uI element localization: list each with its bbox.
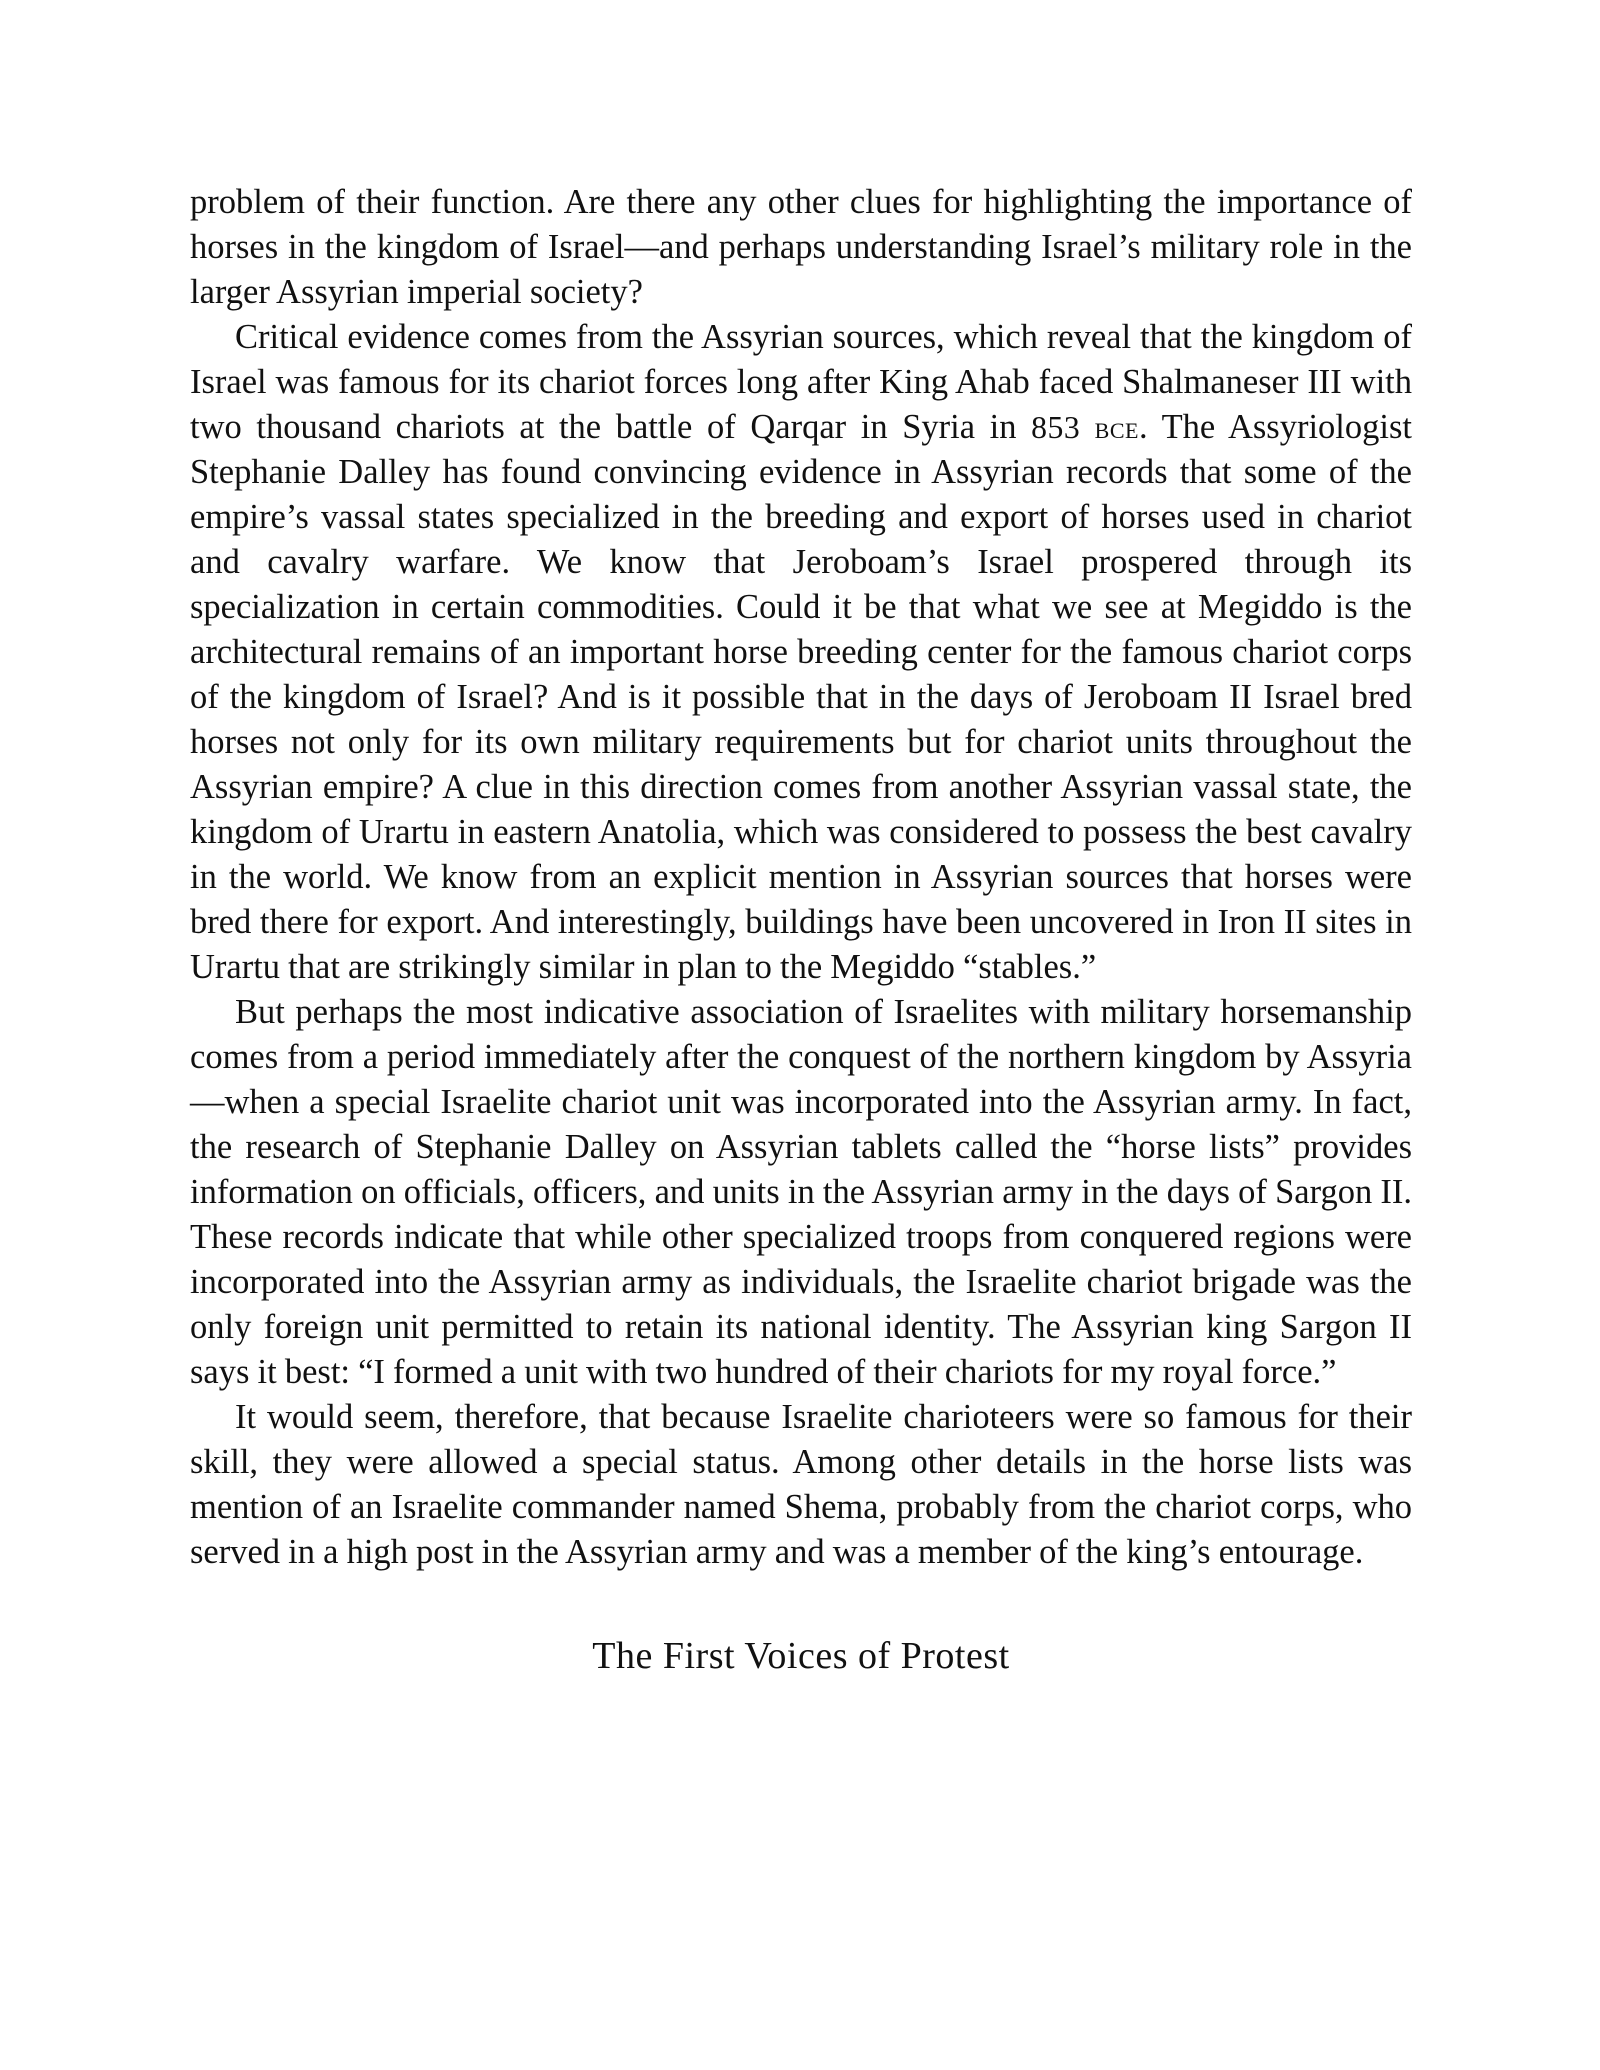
paragraph-2-text-start: Critical evidence comes from the Assyrian sources, which reveal that the kingdom of Israel was famous for its chariot forces long after King Ahab faced Shalmaneser III with two thousand chariots at the battle of Qarqar in Syria in (190, 318, 1412, 446)
body-text (190, 180, 1412, 1575)
date-small-caps: 853 bce (1031, 410, 1139, 445)
paragraph-4-text: It would seem, therefore, that because Israelite charioteers were so famous for their skill, they were allowed a special status. Among other details in the horse lists was mention of an Israelite commander named Shema, probably from the chariot corps, who served in a high post in the Assyrian army and was a member of the king’s entourage. (190, 1398, 1412, 1571)
paragraph-4 (190, 1395, 1412, 1575)
section-heading: The First Voices of Protest (592, 1635, 1010, 1677)
paragraph-2-text-end: . The Assyriologist Stephanie Dalley has found convincing evidence in Assyrian records that some of the empire’s vassal states specialized in the breeding and export of horses used in chariot and cavalry warfare. We know that Jeroboam’s Israel prospered through its specialization in certain commodities. Could it be that what we see at Megiddo is the architectural remains of an important horse breeding center for the famous chariot corps of the kingdom of Israel? And is it possible that in the days of Jeroboam II Israel bred horses not only for its own military requirements but for chariot units throughout the Assyrian empire? A clue in this direction comes from another Assyrian vassal state, the kingdom of Urartu in eastern Anatolia, which was considered to possess the best cavalry in the world. We know from an explicit mention in Assyrian sources that horses were bred there for export. And interestingly, buildings have been uncovered in Iron II sites in Urartu that are strikingly similar in plan to the Megiddo “stables.” (190, 408, 1412, 986)
paragraph-1 (190, 180, 1412, 315)
paragraph-2 (190, 315, 1412, 990)
book-page (190, 180, 1412, 2040)
paragraph-3 (190, 990, 1412, 1395)
paragraph-3-text: But perhaps the most indicative association of Israelites with military horsemanship comes from a period immediately after the conquest of the northern kingdom by Assyria—when a special Israelite chariot unit was incorporated into the Assyrian army. In fact, the research of Stephanie Dalley on Assyrian tablets called the “horse lists” provides information on officials, officers, and units in the Assyrian army in the days of Sargon II. These records indicate that while other specialized troops from conquered regions were incorporated into the Assyrian army as individuals, the Israelite chariot brigade was the only foreign unit permitted to retain its national identity. The Assyrian king Sargon II says it best: “I formed a unit with two hundred of their chariots for my royal force.” (190, 993, 1412, 1391)
paragraph-1-text: problem of their function. Are there any other clues for highlighting the importance of horses in the kingdom of Israel—and perhaps understanding Israel’s military role in the larger Assyrian imperial society? (190, 183, 1412, 311)
